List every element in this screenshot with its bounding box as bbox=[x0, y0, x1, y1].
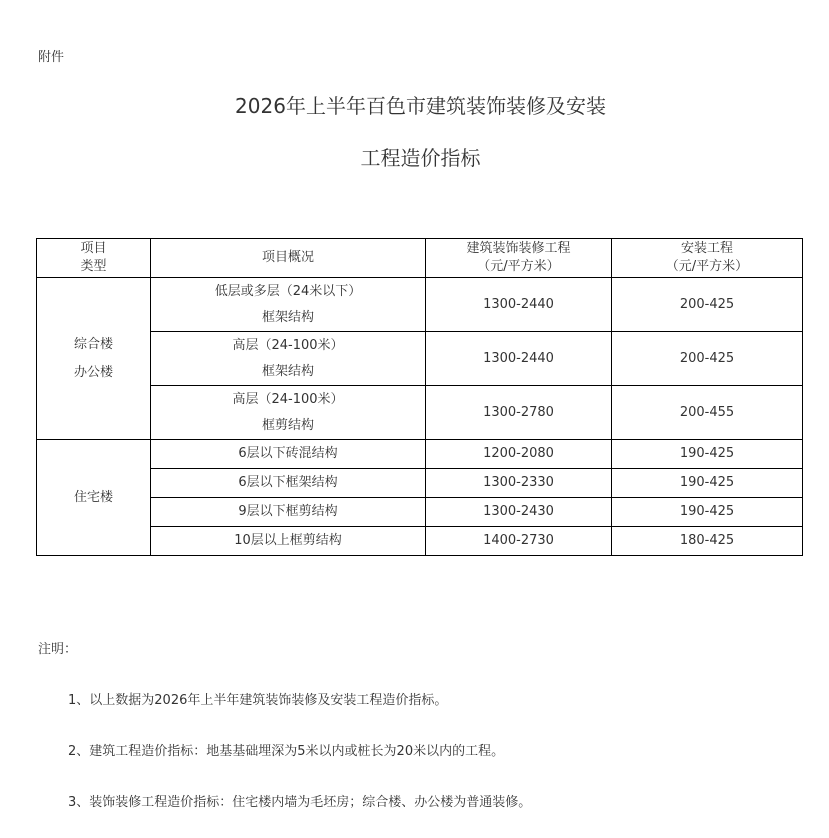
row-overview: 10层以上框剪结构 bbox=[151, 527, 426, 556]
overview-line1: 高层（24-100米） bbox=[232, 391, 344, 407]
table-row bbox=[37, 278, 803, 332]
table-row bbox=[37, 386, 803, 440]
row-overview bbox=[151, 278, 426, 332]
install-cost: 180-425 bbox=[612, 527, 803, 556]
table-row bbox=[37, 527, 803, 556]
install-cost: 190-425 bbox=[612, 469, 803, 498]
document-title-line2: 工程造价指标 bbox=[360, 146, 481, 170]
decoration-cost: 1300-2330 bbox=[426, 469, 612, 498]
notes-heading: 注明： bbox=[38, 642, 78, 657]
group-type-line1: 综合楼 bbox=[73, 336, 113, 352]
install-cost: 200-455 bbox=[612, 386, 803, 440]
header-overview: 项目概况 bbox=[151, 239, 426, 278]
note-item: 2、建筑工程造价指标：地基基础埋深为5米以内或桩长为20米以内的工程。 bbox=[68, 744, 505, 759]
install-cost: 200-425 bbox=[612, 278, 803, 332]
decoration-cost: 1200-2080 bbox=[426, 440, 612, 469]
note-item: 1、以上数据为2026年上半年建筑装饰装修及安装工程造价指标。 bbox=[68, 693, 448, 708]
header-decoration-line2: （元/平方米） bbox=[477, 259, 560, 274]
install-cost: 190-425 bbox=[612, 440, 803, 469]
overview-line1: 低层或多层（24米以下） bbox=[214, 283, 362, 299]
attachment-label: 附件 bbox=[38, 50, 65, 65]
table-row bbox=[37, 469, 803, 498]
install-cost: 190-425 bbox=[612, 498, 803, 527]
overview-line2: 框架结构 bbox=[261, 363, 314, 379]
header-install-line2: （元/平方米） bbox=[665, 259, 749, 274]
header-install-line1: 安装工程 bbox=[680, 241, 733, 256]
cost-index-table bbox=[36, 238, 803, 556]
overview-line1: 高层（24-100米） bbox=[232, 337, 344, 353]
header-project-type bbox=[37, 239, 151, 278]
decoration-cost: 1300-2780 bbox=[426, 386, 612, 440]
group-type-line2: 办公楼 bbox=[73, 364, 113, 380]
decoration-cost: 1300-2440 bbox=[426, 332, 612, 386]
install-cost: 200-425 bbox=[612, 332, 803, 386]
document-title-line1: 2026年上半年百色市建筑装饰装修及安装 bbox=[235, 94, 606, 118]
group-type-residential: 住宅楼 bbox=[37, 440, 151, 556]
row-overview: 6层以下砖混结构 bbox=[151, 440, 426, 469]
overview-line2: 框架结构 bbox=[261, 309, 314, 325]
header-decoration bbox=[426, 239, 612, 278]
header-type-line1: 项目 bbox=[80, 241, 107, 256]
table-row bbox=[37, 332, 803, 386]
decoration-cost: 1300-2430 bbox=[426, 498, 612, 527]
header-install bbox=[612, 239, 803, 278]
decoration-cost: 1400-2730 bbox=[426, 527, 612, 556]
row-overview: 6层以下框架结构 bbox=[151, 469, 426, 498]
header-type-line2: 类型 bbox=[80, 259, 107, 274]
row-overview bbox=[151, 332, 426, 386]
overview-line2: 框剪结构 bbox=[261, 417, 314, 433]
group-type-office bbox=[37, 278, 151, 440]
table-row bbox=[37, 498, 803, 527]
row-overview: 9层以下框剪结构 bbox=[151, 498, 426, 527]
table-header-row bbox=[37, 239, 803, 278]
header-decoration-line1: 建筑装饰装修工程 bbox=[466, 241, 571, 256]
row-overview bbox=[151, 386, 426, 440]
decoration-cost: 1300-2440 bbox=[426, 278, 612, 332]
note-item: 3、装饰装修工程造价指标：住宅楼内墙为毛坯房；综合楼、办公楼为普通装修。 bbox=[68, 795, 532, 810]
table-row bbox=[37, 440, 803, 469]
